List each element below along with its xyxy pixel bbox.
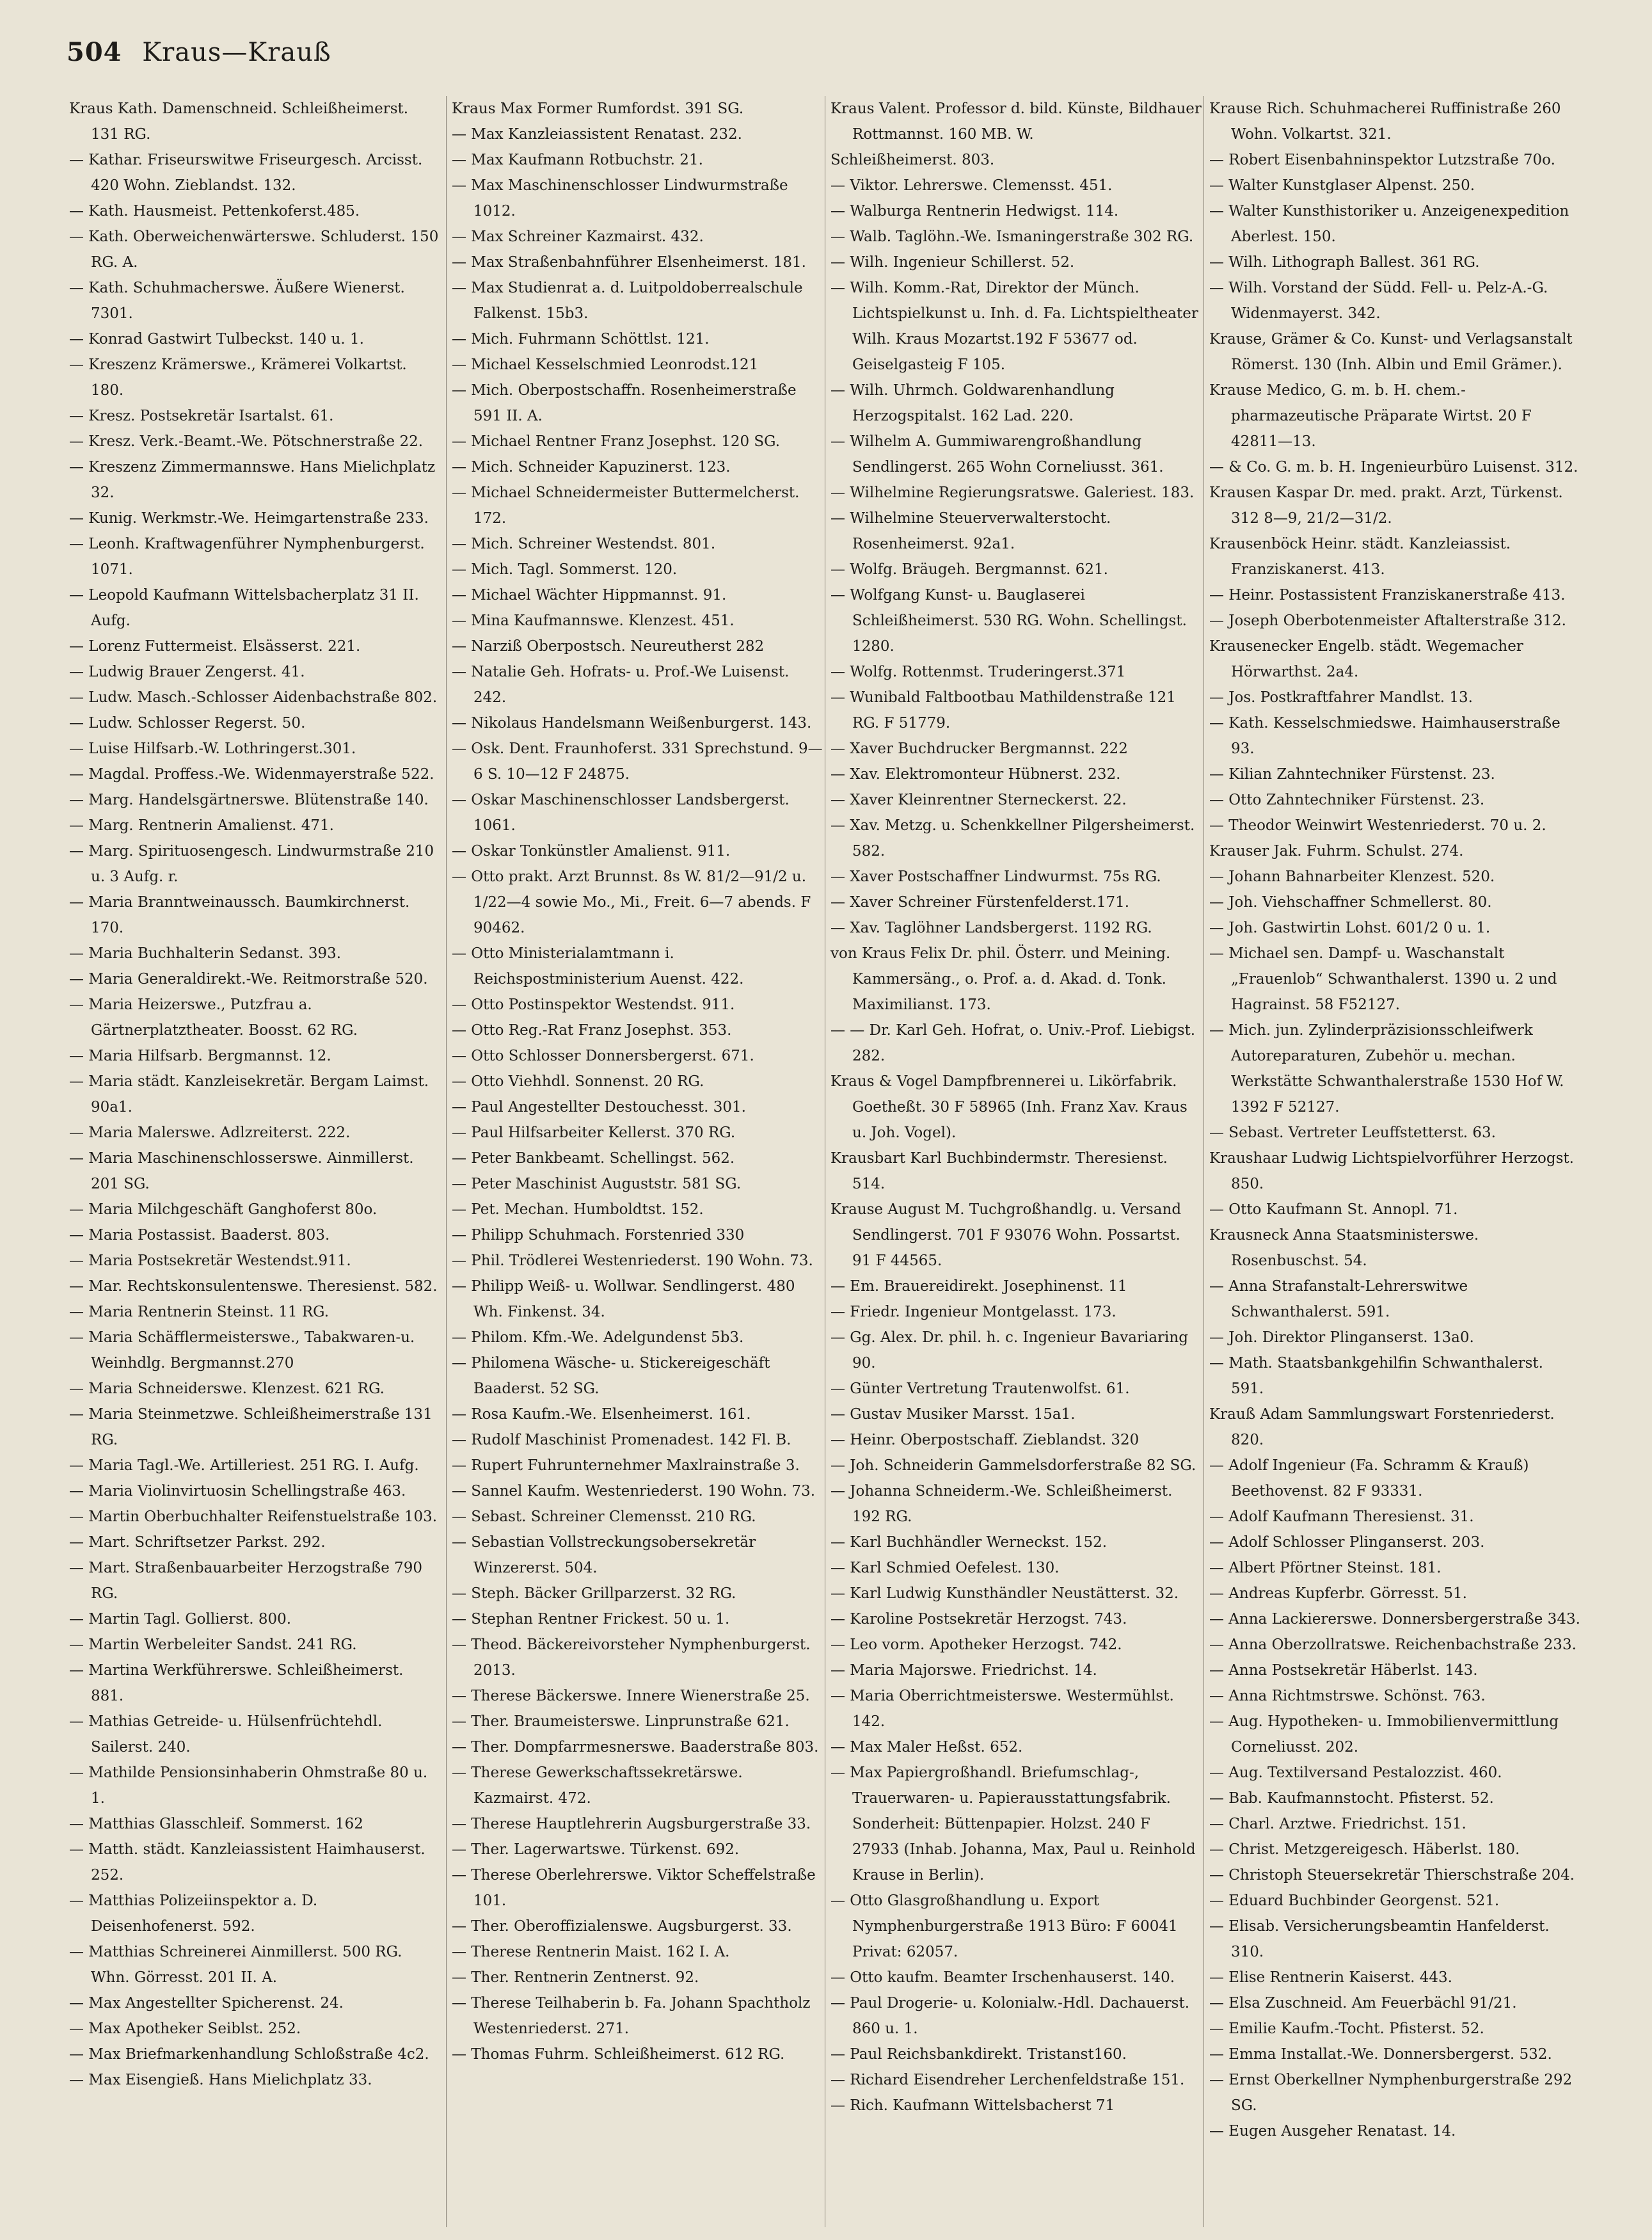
page-header (67, 37, 331, 67)
directory-entry: — Peter Bankbeamt. Schellingst. 562. (452, 1150, 735, 1167)
directory-entry: — Elise Rentnerin Kaiserst. 443. (1209, 1969, 1452, 1986)
directory-entry: — Otto Postinspektor Westendst. 911. (452, 996, 735, 1013)
directory-entry: — Paul Hilfsarbeiter Kellerst. 370 RG. (452, 1124, 736, 1141)
column-3 (830, 96, 1202, 2118)
directory-entry: Krausenböck Heinr. städt. Kanzleiassist. Franziskanerst. 413. (1209, 536, 1511, 578)
directory-entry: — Max Papiergroßhandl. Briefumschlag-, Trauerwaren- u. Papierausstattungsfabrik. Sonderheit: Büttenpapier. Holzst. 240 F 27933 (Inhab. Johanna, Max, Paul u. Reinhold Krause in Berlin). (830, 1764, 1196, 1884)
directory-entry: — Philomena Wäsche- u. Stickereigeschäft Baaderst. 52 SG. (452, 1355, 770, 1397)
directory-entry: — Otto Kaufmann St. Annopl. 71. (1209, 1201, 1458, 1218)
directory-entry: Krauser Jak. Fuhrm. Schulst. 274. (1209, 843, 1464, 860)
directory-entry: — Maria Generaldirekt.-We. Reitmorstraße 520. (69, 971, 428, 988)
directory-entry: — Elisab. Versicherungsbeamtin Hanfelderst. 310. (1209, 1918, 1550, 1960)
directory-entry: — Theod. Bäckereivorsteher Nymphenburgerst. 2013. (452, 1636, 811, 1679)
directory-entry: — Philipp Weiß- u. Wollwar. Sendlingerst. 480 Wh. Finkenst. 34. (452, 1278, 795, 1320)
directory-entry: — Mich. Schneider Kapuzinerst. 123. (452, 459, 731, 476)
directory-entry: Kraus Kath. Damenschneid. Schleißheimerst. 131 RG. (69, 100, 409, 143)
directory-entry: — Maria Oberrichtmeisterswe. Westermühlst. 142. (830, 1688, 1174, 1730)
directory-entry: — Max Maschinenschlosser Lindwurmstraße 1012. (452, 177, 788, 220)
directory-entry: — Otto Glasgroßhandlung u. Export Nymphenburgerstraße 1913 Büro: F 60041 Privat: 62057. (830, 1892, 1178, 1960)
directory-entry: — Xaver Kleinrentner Sterneckerst. 22. (830, 792, 1127, 808)
directory-entry: — Michael Wächter Hippmannst. 91. (452, 587, 727, 604)
directory-entry: — Ernst Oberkellner Nymphenburgerstraße 292 SG. (1209, 2072, 1573, 2114)
directory-entry: — Mina Kaufmannswe. Klenzest. 451. (452, 612, 735, 629)
directory-entry: Kraus Valent. Professor d. bild. Künste, Bildhauer Rottmannst. 160 MB. W. (830, 100, 1202, 143)
directory-entry: — Matthias Glasschleif. Sommerst. 162 (69, 1816, 363, 1832)
directory-entry: — Kreszenz Zimmermannswe. Hans Mielichplatz 32. (69, 459, 436, 501)
directory-entry: — Mar. Rechtskonsulentenswe. Theresienst. 582. (69, 1278, 438, 1295)
directory-entry: — Eugen Ausgeher Renatast. 14. (1209, 2123, 1456, 2140)
directory-entry: — Wolfg. Rottenmst. Truderingerst.371 (830, 664, 1126, 680)
directory-entry: — Ther. Dompfarrmesnerswe. Baaderstraße 803. (452, 1739, 819, 1756)
directory-entry: — Karl Buchhändler Werneckst. 152. (830, 1534, 1108, 1551)
directory-entry: — Anna Oberzollratswe. Reichenbachstraße 233. (1209, 1636, 1577, 1653)
directory-entry: — Magdal. Proffess.-We. Widenmayerstraße 522. (69, 766, 434, 783)
directory-entry: Krause Medico, G. m. b. H. chem.-pharmazeutische Präparate Wirtst. 20 F 42811—13. (1209, 382, 1532, 450)
directory-entry: Krause, Grämer & Co. Kunst- und Verlagsanstalt Römerst. 130 (Inh. Albin und Emil Grämer.). (1209, 331, 1573, 373)
directory-entry: — Max Eisengieß. Hans Mielichplatz 33. (69, 2072, 372, 2088)
directory-entry: — Martin Tagl. Gollierst. 800. (69, 1611, 292, 1628)
directory-entry: — Aug. Hypotheken- u. Immobilienvermittlung Corneliusst. 202. (1209, 1713, 1559, 1756)
directory-entry: — Steph. Bäcker Grillparzerst. 32 RG. (452, 1585, 736, 1602)
directory-entry: — Wilh. Vorstand der Südd. Fell- u. Pelz-A.-G. Widenmayerst. 342. (1209, 280, 1548, 322)
directory-entry: — Heinr. Oberpostschaff. Zieblandst. 320 (830, 1432, 1140, 1448)
directory-entry: — Ludw. Schlosser Regerst. 50. (69, 715, 306, 732)
directory-entry: — Maria Steinmetzwe. Schleißheimerstraße 131 RG. (69, 1406, 433, 1448)
directory-entry: — Peter Maschinist Auguststr. 581 SG. (452, 1176, 742, 1192)
directory-entry: — Otto Zahntechniker Fürstenst. 23. (1209, 792, 1485, 808)
directory-entry: — Rosa Kaufm.-We. Elsenheimerst. 161. (452, 1406, 751, 1423)
directory-entry: — Marg. Spirituosengesch. Lindwurmstraße 210 u. 3 Aufg. r. (69, 843, 434, 885)
directory-entry: — Rich. Kaufmann Wittelsbacherst 71 (830, 2097, 1115, 2114)
column-4 (1209, 96, 1580, 2144)
directory-entry: — Max Maler Heßst. 652. (830, 1739, 1023, 1756)
directory-entry: — Max Schreiner Kazmairst. 432. (452, 228, 704, 245)
directory-entry: von Kraus Felix Dr. phil. Österr. und Meining. Kammersäng., o. Prof. a. d. Akad. d. Tonk. Maximilianst. 173. (830, 945, 1171, 1013)
directory-entry: — Michael Rentner Franz Josephst. 120 SG. (452, 433, 781, 450)
directory-entry: — Joh. Gastwirtin Lohst. 601/2 0 u. 1. (1209, 920, 1491, 936)
directory-entry: — Ther. Rentnerin Zentnerst. 92. (452, 1969, 699, 1986)
directory-entry: — Therese Oberlehrerswe. Viktor Scheffelstraße 101. (452, 1867, 816, 1909)
directory-entry: — Xav. Metzg. u. Schenkkellner Pilgersheimerst. 582. (830, 817, 1195, 860)
directory-entry: — Wilh. Ingenieur Schillerst. 52. (830, 254, 1075, 271)
directory-entry: — Anna Postsekretär Häberlst. 143. (1209, 1662, 1478, 1679)
directory-entry: — Friedr. Ingenieur Montgelasst. 173. (830, 1304, 1116, 1320)
directory-entry: — Rudolf Maschinist Promenadest. 142 Fl. B. (452, 1432, 791, 1448)
directory-entry: — Xaver Postschaffner Lindwurmst. 75s RG. (830, 868, 1161, 885)
directory-entry: — Maria städt. Kanzleisekretär. Bergam Laimst. 90a1. (69, 1073, 429, 1116)
directory-entry: — Marg. Rentnerin Amalienst. 471. (69, 817, 334, 834)
directory-entry: — Walb. Taglöhn.-We. Ismaningerstraße 302 RG. (830, 228, 1194, 245)
directory-entry: Krauß Adam Sammlungswart Forstenriederst. 820. (1209, 1406, 1555, 1448)
directory-entry: — Leo vorm. Apotheker Herzogst. 742. (830, 1636, 1122, 1653)
directory-entry: — Therese Hauptlehrerin Augsburgerstraße 33. (452, 1816, 811, 1832)
directory-entry: — Adolf Ingenieur (Fa. Schramm & Krauß) Beethovenst. 82 F 93331. (1209, 1457, 1529, 1500)
directory-entry: — Mich. Fuhrmann Schöttlst. 121. (452, 331, 710, 348)
directory-entry: — Mich. jun. Zylinderpräzisionsschleifwerk Autoreparaturen, Zubehör u. mechan. Werkstätte Schwanthalerstraße 1530 Hof W. 1392 F 52127. (1209, 1022, 1564, 1116)
directory-entry: — Xav. Elektromonteur Hübnerst. 232. (830, 766, 1121, 783)
directory-entry: — Max Briefmarkenhandlung Schloßstraße 4c2. (69, 2046, 429, 2063)
directory-entry: — Maria Schneiderswe. Klenzest. 621 RG. (69, 1380, 385, 1397)
directory-entry: — Thomas Fuhrm. Schleißheimerst. 612 RG. (452, 2046, 785, 2063)
directory-entry: — Therese Bäckerswe. Innere Wienerstraße 25. (452, 1688, 810, 1704)
directory-entry: — Oskar Maschinenschlosser Landsbergerst. 1061. (452, 792, 790, 834)
directory-entry: — Matthias Schreinerei Ainmillerst. 500 RG. Whn. Görresst. 201 II. A. (69, 1944, 402, 1986)
directory-entry: — Charl. Arztwe. Friedrichst. 151. (1209, 1816, 1466, 1832)
directory-entry: — Pet. Mechan. Humboldtst. 152. (452, 1201, 704, 1218)
running-title: Kraus—Krauß (142, 38, 331, 67)
directory-entry: — Leonh. Kraftwagenführer Nymphenburgerst. 1071. (69, 536, 425, 578)
directory-entry: — Otto prakt. Arzt Brunnst. 8s W. 81/2—91/2 u. 1/22—4 sowie Mo., Mi., Freit. 6—7 abends. F 90462. (452, 868, 811, 936)
directory-entry: — Ther. Lagerwartswe. Türkenst. 692. (452, 1841, 740, 1858)
directory-entry: — Andreas Kupferbr. Görresst. 51. (1209, 1585, 1467, 1602)
directory-entry: — Maria Maschinenschlosserswe. Ainmillerst. 201 SG. (69, 1150, 414, 1192)
directory-entry: — Otto Schlosser Donnersbergerst. 671. (452, 1048, 754, 1064)
directory-entry: — — Dr. Karl Geh. Hofrat, o. Univ.-Prof. Liebigst. 282. (830, 1022, 1196, 1064)
page-number: 504 (67, 37, 122, 67)
directory-entry: — Karl Ludwig Kunsthändler Neustätterst. 32. (830, 1585, 1179, 1602)
directory-entry: — Maria Violinvirtuosin Schellingstraße 463. (69, 1483, 406, 1500)
directory-entry: — Eduard Buchbinder Georgenst. 521. (1209, 1892, 1500, 1909)
directory-entry: — Mich. Tagl. Sommerst. 120. (452, 561, 678, 578)
directory-entry: — Joseph Oberbotenmeister Aftalterstraße 312. (1209, 612, 1566, 629)
directory-entry: Krausenecker Engelb. städt. Wegemacher Hörwarthst. 2a4. (1209, 638, 1523, 680)
directory-entry: — Anna Lackiererswe. Donnersbergerstraße 343. (1209, 1611, 1580, 1628)
directory-entry: — Wilh. Lithograph Ballest. 361 RG. (1209, 254, 1480, 271)
directory-entry: — Philom. Kfm.-We. Adelgundenst 5b3. (452, 1329, 744, 1346)
directory-entry: — Walburga Rentnerin Hedwigst. 114. (830, 203, 1119, 220)
directory-entry: — Paul Angestellter Destouchesst. 301. (452, 1099, 746, 1116)
directory-entry: — Max Kaufmann Rotbuchstr. 21. (452, 152, 703, 168)
directory-entry: — Otto Reg.-Rat Franz Josephst. 353. (452, 1022, 732, 1039)
directory-entry: — Maria Heizerswe., Putzfrau a. Gärtnerplatztheater. Boosst. 62 RG. (69, 996, 358, 1039)
directory-entry: — Otto Viehhdl. Sonnenst. 20 RG. (452, 1073, 704, 1090)
directory-entry: — Joh. Schneiderin Gammelsdorferstraße 82 SG. (830, 1457, 1196, 1474)
directory-entry: — Kresz. Verk.-Beamt.-We. Pötschnerstraße 22. (69, 433, 424, 450)
directory-entry: — & Co. G. m. b. H. Ingenieurbüro Luisenst. 312. (1209, 459, 1578, 476)
directory-entry: — Maria Branntweinaussch. Baumkirchnerst. 170. (69, 894, 410, 936)
directory-entry: — Emma Installat.-We. Donnersbergerst. 532. (1209, 2046, 1552, 2063)
directory-entry: — Kath. Hausmeist. Pettenkoferst.485. (69, 203, 360, 220)
directory-entry: — Em. Brauereidirekt. Josephinenst. 11 (830, 1278, 1127, 1295)
directory-entry: — Viktor. Lehrerswe. Clemensst. 451. (830, 177, 1113, 194)
directory-entry: — Wilh. Komm.-Rat, Direktor der Münch. Lichtspielkunst u. Inh. d. Fa. Lichtspieltheater Wilh. Kraus Mozartst.192 F 53677 od. Geiselgasteig F 105. (830, 280, 1198, 373)
directory-entry: — Wilh. Uhrmch. Goldwarenhandlung Herzogspitalst. 162 Lad. 220. (830, 382, 1115, 424)
directory-entry: — Marg. Handelsgärtnerswe. Blütenstraße 140. (69, 792, 429, 808)
directory-entry: — Wolfg. Bräugeh. Bergmannst. 621. (830, 561, 1108, 578)
directory-entry: — Lorenz Futtermeist. Elsässerst. 221. (69, 638, 361, 655)
directory-entry: — Albert Pförtner Steinst. 181. (1209, 1560, 1442, 1576)
directory-entry: — Luise Hilfsarb.-W. Lothringerst.301. (69, 740, 356, 757)
directory-entry: — Richard Eisendreher Lerchenfeldstraße 151. (830, 2072, 1185, 2088)
directory-entry: — Maria Buchhalterin Sedanst. 393. (69, 945, 342, 962)
directory-entry: — Paul Reichsbankdirekt. Tristanst160. (830, 2046, 1127, 2063)
directory-entry: — Maria Milchgeschäft Ganghoferst 80o. (69, 1201, 377, 1218)
directory-entry: — Anna Richtmstrswe. Schönst. 763. (1209, 1688, 1486, 1704)
directory-entry: — Joh. Direktor Plinganserst. 13a0. (1209, 1329, 1474, 1346)
directory-entry: — Xav. Taglöhner Landsbergerst. 1192 RG. (830, 920, 1152, 936)
directory-entry: — Theodor Weinwirt Westenriederst. 70 u. 2. (1209, 817, 1546, 834)
directory-entry: — Karoline Postsekretär Herzogst. 743. (830, 1611, 1127, 1628)
directory-entry: Kraushaar Ludwig Lichtspielvorführer Herzogst. 850. (1209, 1150, 1574, 1192)
directory-entry: — Maria Postassist. Baaderst. 803. (69, 1227, 330, 1244)
directory-entry: — Christ. Metzgereigesch. Häberlst. 180. (1209, 1841, 1520, 1858)
directory-entry: — Adolf Kaufmann Theresienst. 31. (1209, 1508, 1474, 1525)
directory-entry: — Kunig. Werkmstr.-We. Heimgartenstraße 233. (69, 510, 429, 527)
column-2 (452, 96, 823, 2067)
directory-entry: — Therese Gewerkschaftssekretärswe. Kazmairst. 472. (452, 1764, 743, 1807)
directory-entry: — Wunibald Faltbootbau Mathildenstraße 121 RG. F 51779. (830, 689, 1176, 732)
directory-entry: Krausbart Karl Buchbindermstr. Theresienst. 514. (830, 1150, 1168, 1192)
directory-entry: — Maria Malerswe. Adlzreiterst. 222. (69, 1124, 351, 1141)
directory-entry: — Bab. Kaufmannstocht. Pfisterst. 52. (1209, 1790, 1494, 1807)
directory-entry: — Max Kanzleiassistent Renatast. 232. (452, 126, 742, 143)
directory-entry: — Kath. Kesselschmiedswe. Haimhauserstraße 93. (1209, 715, 1561, 757)
directory-entry: — Mich. Oberpostschaffn. Rosenheimerstraße 591 II. A. (452, 382, 797, 424)
directory-entry: — Walter Kunstglaser Alpenst. 250. (1209, 177, 1475, 194)
directory-entry: — Aug. Textilversand Pestalozzist. 460. (1209, 1764, 1502, 1781)
directory-entry: — Sebastian Vollstreckungsobersekretär Winzererst. 504. (452, 1534, 756, 1576)
directory-entry: — Anna Strafanstalt-Lehrerswitwe Schwanthalerst. 591. (1209, 1278, 1468, 1320)
directory-entry: — Elsa Zuschneid. Am Feuerbächl 91/21. (1209, 1995, 1517, 2012)
directory-entry: — Gg. Alex. Dr. phil. h. c. Ingenieur Bavariaring 90. (830, 1329, 1188, 1372)
directory-entry: — Xaver Schreiner Fürstenfelderst.171. (830, 894, 1130, 911)
directory-entry: — Ludw. Masch.-Schlosser Aidenbachstraße 802. (69, 689, 438, 706)
column-divider (1203, 96, 1204, 2227)
directory-entry: — Günter Vertretung Trautenwolfst. 61. (830, 1380, 1130, 1397)
directory-entry: — Mathilde Pensionsinhaberin Ohmstraße 80 u. 1. (69, 1764, 428, 1807)
directory-entry: Schleißheimerst. 803. (830, 152, 995, 168)
directory-entry: — Mathias Getreide- u. Hülsenfrüchtehdl. Sailerst. 240. (69, 1713, 383, 1756)
directory-entry: — Ther. Oberoffizialenswe. Augsburgerst. 33. (452, 1918, 792, 1935)
directory-entry: — Sannel Kaufm. Westenriederst. 190 Wohn. 73. (452, 1483, 816, 1500)
directory-entry: — Karl Schmied Oefelest. 130. (830, 1560, 1060, 1576)
directory-entry: — Wilhelmine Steuerverwalterstocht. Rosenheimerst. 92a1. (830, 510, 1111, 552)
directory-entry: — Kilian Zahntechniker Fürstenst. 23. (1209, 766, 1495, 783)
directory-entry: — Osk. Dent. Fraunhoferst. 331 Sprechstund. 9—6 S. 10—12 F 24875. (452, 740, 823, 783)
directory-entry: — Kresz. Postsekretär Isartalst. 61. (69, 408, 334, 424)
directory-entry: — Maria Rentnerin Steinst. 11 RG. (69, 1304, 330, 1320)
directory-entry: — Therese Teilhaberin b. Fa. Johann Spachtholz Westenriederst. 271. (452, 1995, 811, 2037)
directory-entry: — Sebast. Schreiner Clemensst. 210 RG. (452, 1508, 756, 1525)
directory-entry: — Joh. Viehschaffner Schmellerst. 80. (1209, 894, 1492, 911)
directory-entry: — Philipp Schuhmach. Forstenried 330 (452, 1227, 745, 1244)
directory-entry: Krause August M. Tuchgroßhandlg. u. Versand Sendlingerst. 701 F 93076 Wohn. Possartst. 91 F 44565. (830, 1201, 1182, 1269)
directory-entry: — Sebast. Vertreter Leuffstetterst. 63. (1209, 1124, 1496, 1141)
directory-entry: Krause Rich. Schuhmacherei Ruffinistraße 260 Wohn. Volkartst. 321. (1209, 100, 1561, 143)
directory-entry: — Kath. Schuhmacherswe. Äußere Wienerst. 7301. (69, 280, 405, 322)
directory-entry: — Heinr. Postassistent Franziskanerstraße 413. (1209, 587, 1566, 604)
column-1 (69, 96, 440, 2093)
directory-entry: — Stephan Rentner Frickest. 50 u. 1. (452, 1611, 730, 1628)
directory-entry: — Adolf Schlosser Plinganserst. 203. (1209, 1534, 1485, 1551)
directory-entry: — Rupert Fuhrunternehmer Maxlrainstraße 3. (452, 1457, 800, 1474)
directory-entry: — Phil. Trödlerei Westenriederst. 190 Wohn. 73. (452, 1252, 813, 1269)
directory-entry: — Michael Kesselschmied Leonrodst.121 (452, 356, 759, 373)
directory-entry: — Walter Kunsthistoriker u. Anzeigenexpedition Aberlest. 150. (1209, 203, 1569, 245)
directory-entry: — Wilhelmine Regierungsratswe. Galeriest. 183. (830, 484, 1195, 501)
directory-entry: — Maria Schäfflermeisterswe., Tabakwaren-u. Weinhdlg. Bergmannst.270 (69, 1329, 415, 1372)
directory-entry: — Konrad Gastwirt Tulbeckst. 140 u. 1. (69, 331, 364, 348)
directory-entry: — Narziß Oberpostsch. Neureutherst 282 (452, 638, 765, 655)
directory-entry: — Martin Werbeleiter Sandst. 241 RG. (69, 1636, 357, 1653)
directory-entry: — Kreszenz Krämerswe., Krämerei Volkartst. 180. (69, 356, 407, 399)
directory-entry: Kraus Max Former Rumfordst. 391 SG. (452, 100, 744, 117)
column-divider (446, 96, 447, 2227)
directory-entry: — Maria Hilfsarb. Bergmannst. 12. (69, 1048, 331, 1064)
directory-entry: — Wolfgang Kunst- u. Bauglaserei Schleißheimerst. 530 RG. Wohn. Schellingst. 1280. (830, 587, 1187, 655)
directory-entry: — Max Studienrat a. d. Luitpoldoberrealschule Falkenst. 15b3. (452, 280, 803, 322)
directory-entry: — Natalie Geh. Hofrats- u. Prof.-We Luisenst. 242. (452, 664, 790, 706)
directory-entry: — Paul Drogerie- u. Kolonialw.-Hdl. Dachauerst. 860 u. 1. (830, 1995, 1190, 2037)
directory-entry: — Matthias Polizeiinspektor a. D. Deisenhofenerst. 592. (69, 1892, 318, 1935)
directory-entry: — Ther. Braumeisterswe. Linprunstraße 621. (452, 1713, 790, 1730)
directory-entry: Krausen Kaspar Dr. med. prakt. Arzt, Türkenst. 312 8—9, 21/2—31/2. (1209, 484, 1563, 527)
directory-entry: — Max Apotheker Seiblst. 252. (69, 2020, 301, 2037)
directory-entry: — Ludwig Brauer Zengerst. 41. (69, 664, 305, 680)
directory-entry: — Mart. Schriftsetzer Parkst. 292. (69, 1534, 326, 1551)
directory-entry: — Christoph Steuersekretär Thierschstraße 204. (1209, 1867, 1575, 1884)
directory-entry: — Mart. Straßenbauarbeiter Herzogstraße 790 RG. (69, 1560, 423, 1602)
directory-entry: — Emilie Kaufm.-Tocht. Pfisterst. 52. (1209, 2020, 1484, 2037)
directory-entry: — Leopold Kaufmann Wittelsbacherplatz 31 II. Aufg. (69, 587, 419, 629)
directory-entry: — Kath. Oberweichenwärterswe. Schluderst. 150 RG. A. (69, 228, 439, 271)
directory-entry: — Mich. Schreiner Westendst. 801. (452, 536, 716, 552)
directory-entry: — Max Angestellter Spicherenst. 24. (69, 1995, 344, 2012)
directory-entry: — Gustav Musiker Marsst. 15a1. (830, 1406, 1076, 1423)
directory-entry: — Martina Werkführerswe. Schleißheimerst. 881. (69, 1662, 404, 1704)
directory-entry: — Johanna Schneiderm.-We. Schleißheimerst. 192 RG. (830, 1483, 1173, 1525)
directory-entry: — Wilhelm A. Gummiwarengroßhandlung Sendlingerst. 265 Wohn Corneliusst. 361. (830, 433, 1164, 476)
directory-entry: — Therese Rentnerin Maist. 162 I. A. (452, 1944, 730, 1960)
directory-entry: Kraus & Vogel Dampfbrennerei u. Likörfabrik. Goetheßt. 30 F 58965 (Inh. Franz Xav. Kraus u. Joh. Vogel). (830, 1073, 1187, 1141)
directory-entry: — Maria Tagl.-We. Artilleriest. 251 RG. I. Aufg. (69, 1457, 419, 1474)
directory-entry: — Johann Bahnarbeiter Klenzest. 520. (1209, 868, 1495, 885)
directory-entry: — Otto Ministerialamtmann i. Reichspostministerium Auenst. 422. (452, 945, 744, 988)
directory-entry: — Otto kaufm. Beamter Irschenhauserst. 140. (830, 1969, 1175, 1986)
directory-entry: — Michael sen. Dampf- u. Waschanstalt „Frauenlob“ Schwanthalerst. 1390 u. 2 und Hagrainst. 58 F52127. (1209, 945, 1557, 1013)
directory-entry: — Xaver Buchdrucker Bergmannst. 222 (830, 740, 1128, 757)
directory-entry: — Oskar Tonkünstler Amalienst. 911. (452, 843, 731, 860)
directory-entry: — Kathar. Friseurswitwe Friseurgesch. Arcisst. 420 Wohn. Zieblandst. 132. (69, 152, 423, 194)
directory-entry: — Matth. städt. Kanzleiassistent Haimhauserst. 252. (69, 1841, 425, 1884)
directory-entry: — Math. Staatsbankgehilfin Schwanthalerst. 591. (1209, 1355, 1543, 1397)
directory-entry: Krausneck Anna Staatsministerswe. Rosenbuschst. 54. (1209, 1227, 1479, 1269)
directory-entry: — Martin Oberbuchhalter Reifenstuelstraße 103. (69, 1508, 438, 1525)
directory-entry: — Max Straßenbahnführer Elsenheimerst. 181. (452, 254, 806, 271)
directory-entry: — Michael Schneidermeister Buttermelcherst. 172. (452, 484, 800, 527)
directory-entry: — Jos. Postkraftfahrer Mandlst. 13. (1209, 689, 1473, 706)
directory-entry: — Robert Eisenbahninspektor Lutzstraße 70o. (1209, 152, 1555, 168)
directory-entry: — Nikolaus Handelsmann Weißenburgerst. 143. (452, 715, 812, 732)
directory-entry: — Maria Postsekretär Westendst.911. (69, 1252, 351, 1269)
directory-entry: — Maria Majorswe. Friedrichst. 14. (830, 1662, 1097, 1679)
